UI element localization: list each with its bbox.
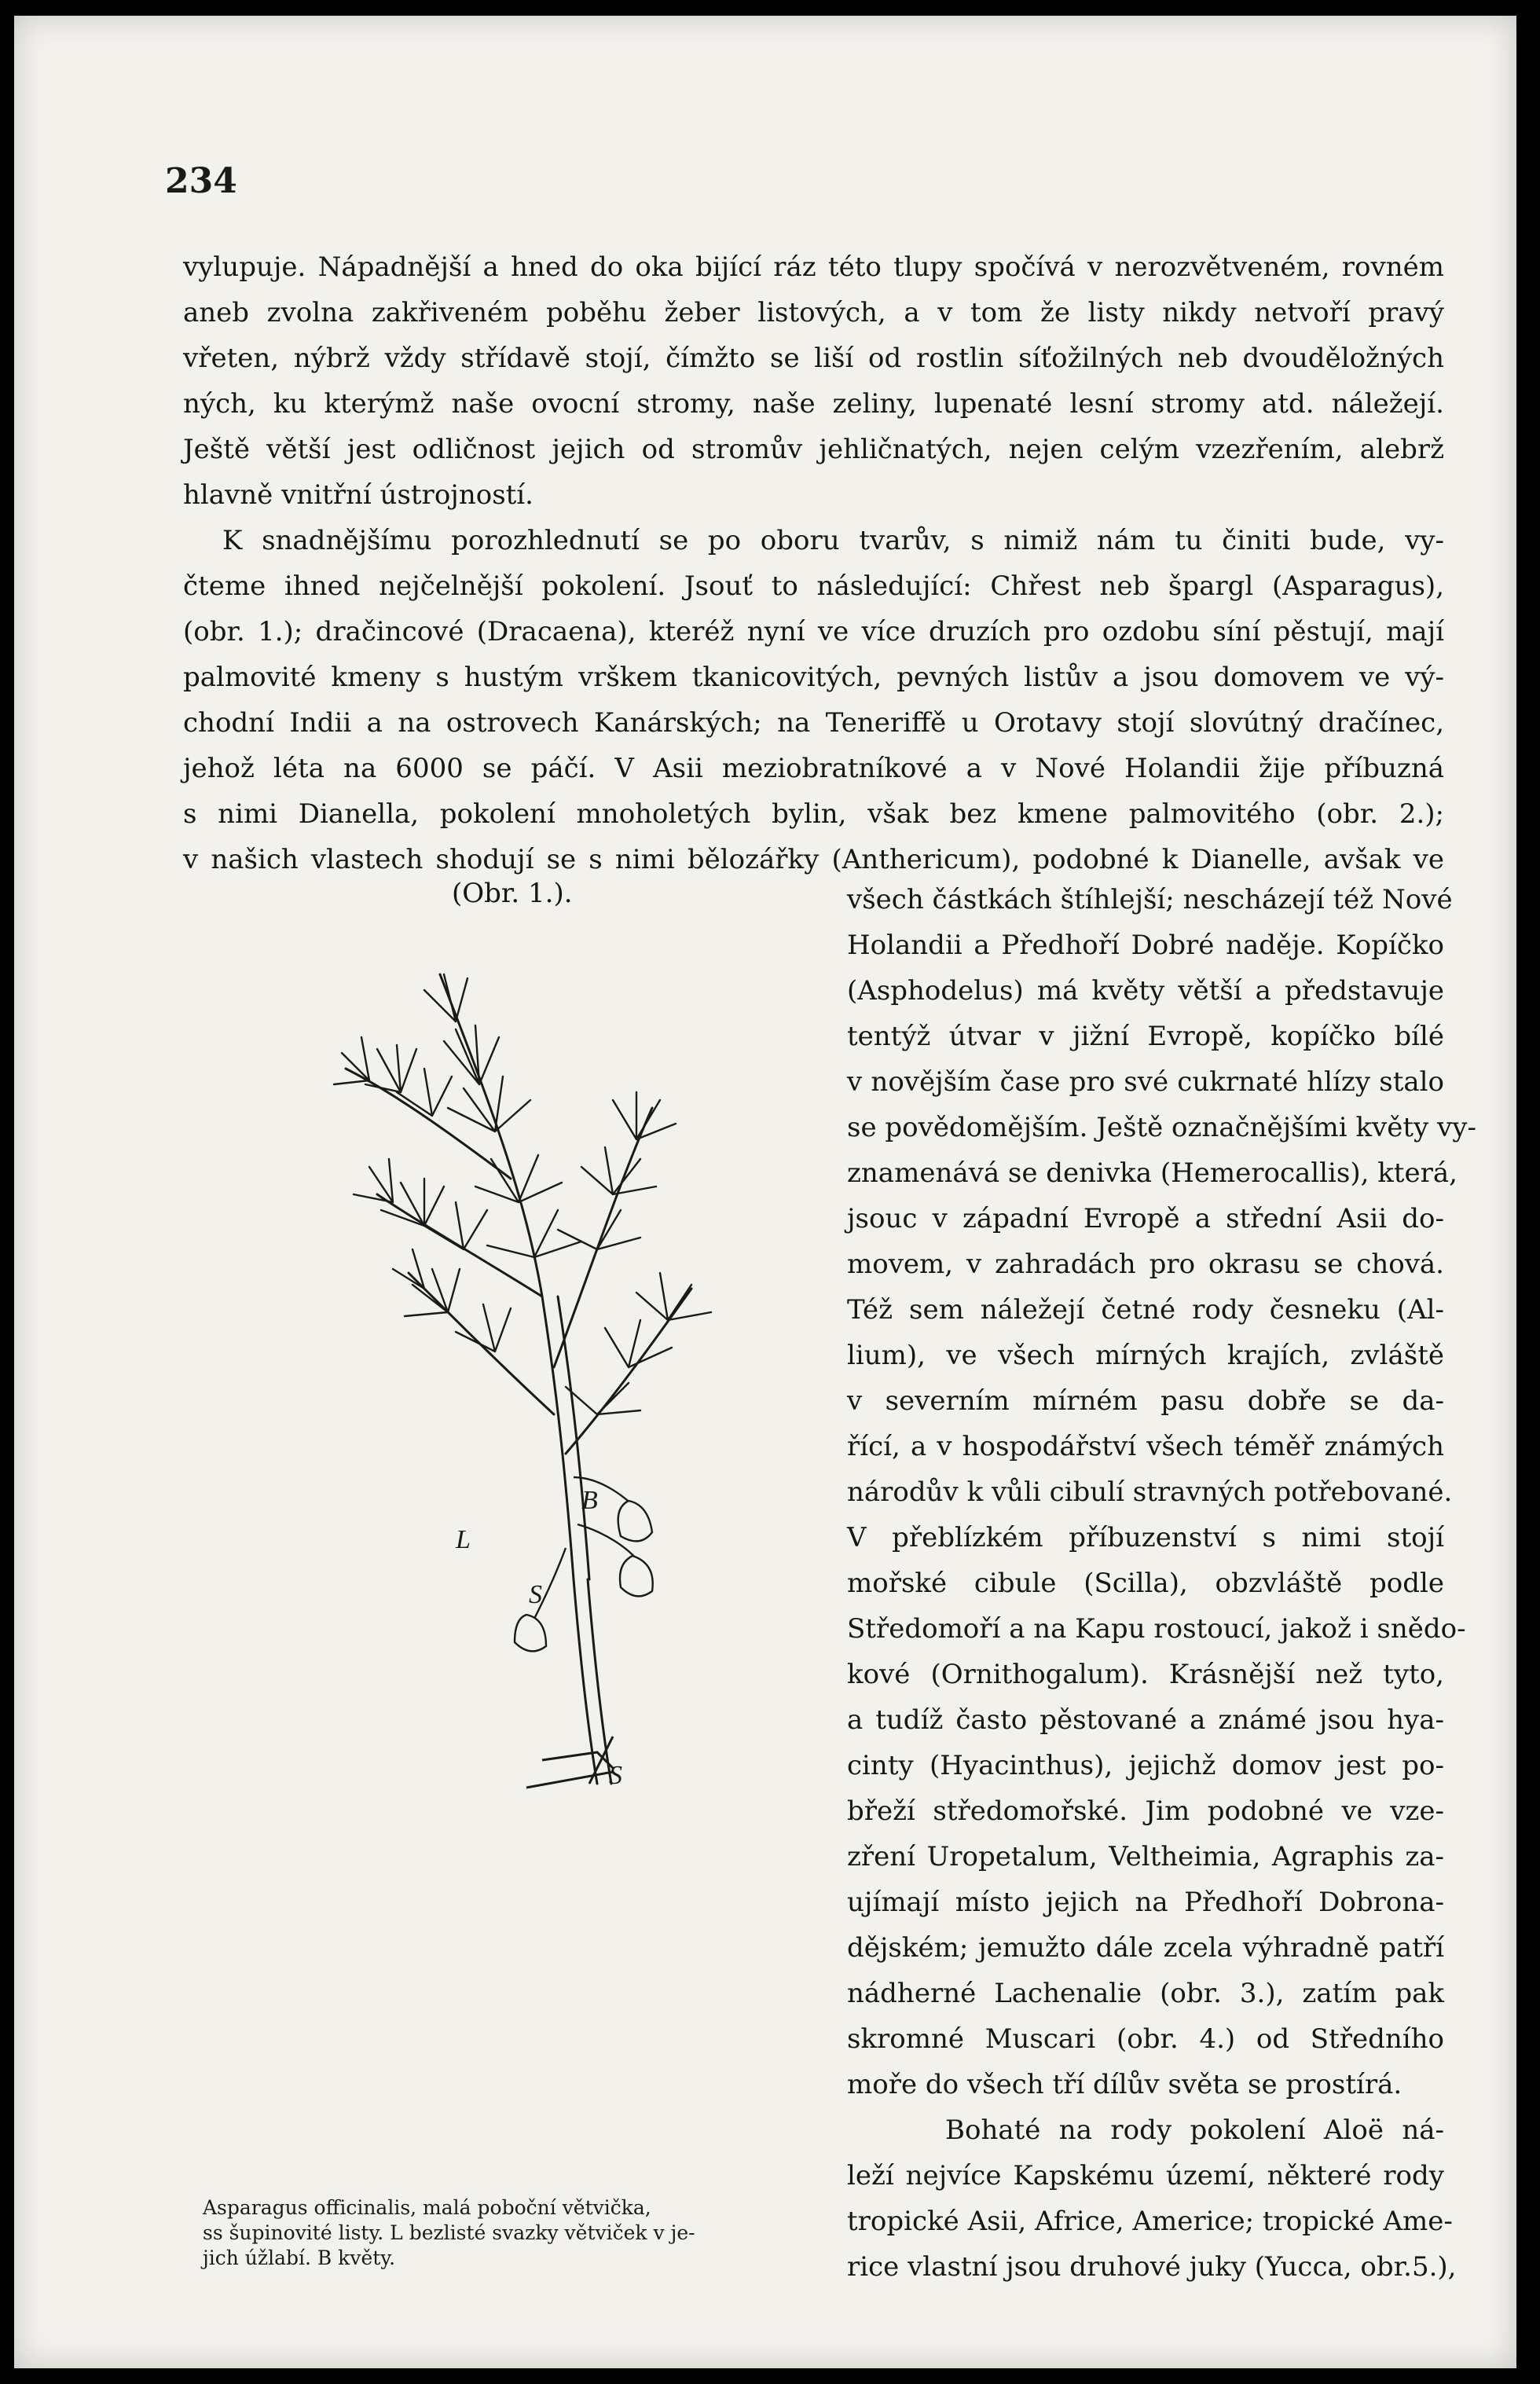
text-line: skromné Muscari (obr. 4.) od Středního <box>847 2023 1444 2055</box>
caption-line: Asparagus officinalis, malá poboční větvička, <box>203 2196 651 2219</box>
text-line: mořské cibule (Scilla), obzvláště podle <box>847 1568 1444 1599</box>
text-line: ujímají místo jejich na Předhoří Dobrona- <box>847 1887 1444 1918</box>
text-line: s nimi Dianella, pokolení mnoholetých bylin, však bez kmene palmovitého (obr. 2.); <box>183 798 1444 830</box>
text-line: v novějším čase pro své cukrnaté hlízy stalo <box>847 1066 1444 1098</box>
text-line: cinty (Hyacinthus), jejichž domov jest po- <box>847 1750 1444 1781</box>
asparagus-illustration <box>244 927 778 1839</box>
figure-label: (Obr. 1.). <box>452 878 573 909</box>
text-line: vřeten, nýbrž vždy střídavě stojí, čímžto se liší od rostlin síťožilných neb dvouděložných <box>183 343 1444 374</box>
text-line: moře do všech tří dílův světa se prostírá. <box>847 2069 1402 2100</box>
text-line: (Asphodelus) má květy větší a představuje <box>847 975 1444 1007</box>
text-line: tentýž útvar v jižní Evropě, kopíčko bílé <box>847 1021 1444 1052</box>
text-line: břeží středomořské. Jim podobné ve vze- <box>847 1795 1444 1827</box>
text-line: Středomoří a na Kapu rostoucí, jakož i snědo- <box>847 1613 1466 1645</box>
text-line: (obr. 1.); dračincové (Dracaena), kteréž nyní ve více druzích pro ozdobu síní pěstují, mají <box>183 616 1444 647</box>
text-line: všech částkách štíhlejší; nescházejí též Nové <box>847 884 1453 915</box>
text-line: národův k vůli cibulí stravných potřebované. <box>847 1476 1453 1508</box>
label-B: B <box>581 1486 598 1515</box>
text-line: leží nejvíce Kapskému území, některé rody <box>847 2160 1444 2191</box>
text-line: Holandii a Předhoří Dobré naděje. Kopíčko <box>847 930 1444 961</box>
text-line: se povědomějším. Ještě označnějšími květy vy- <box>847 1112 1476 1143</box>
text-line: v severním mírném pasu dobře se da- <box>847 1385 1444 1417</box>
text-line: znamenává se denivka (Hemerocallis), která, <box>847 1157 1458 1189</box>
text-line: řící, a v hospodářství všech téměř známých <box>847 1431 1444 1462</box>
text-line: v našich vlastech shodují se s nimi bělozářky (Anthericum), podobné k Dianelle, avšak ve <box>183 844 1444 875</box>
text-line: lium), ve všech mírných krajích, zvláště <box>847 1340 1444 1371</box>
text-line: jsouc v západní Evropě a střední Asii do- <box>847 1203 1444 1234</box>
text-line: Ještě větší jest odličnost jejich od stromův jehličnatých, nejen celým vzezřením, alebrž <box>183 434 1444 465</box>
text-line: dějském; jemužto dále zcela výhradně patří <box>847 1932 1444 1964</box>
text-line: nádherné Lachenalie (obr. 3.), zatím pak <box>847 1978 1444 2009</box>
caption-line: jich úžlabí. B květy. <box>203 2246 396 2269</box>
text-line: palmovité kmeny s hustým vrškem tkanicovitých, pevných listův a jsou domovem ve vý- <box>183 662 1444 693</box>
text-line: čteme ihned nejčelnější pokolení. Jsouť to následující: Chřest neb špargl (Asparagus), <box>183 570 1444 602</box>
text-line: kové (Ornithogalum). Krásnější než tyto, <box>847 1659 1444 1690</box>
text-line: a tudíž často pěstované a známé jsou hya- <box>847 1704 1444 1736</box>
text-line: tropické Asii, Africe, Americe; tropické Ame- <box>847 2206 1453 2237</box>
text-line: vylupuje. Nápadnější a hned do oka bijící ráz této tlupy spočívá v nerozvětveném, rovném <box>183 251 1444 283</box>
text-line: movem, v zahradách pro okrasu se chová. <box>847 1249 1444 1280</box>
text-line: rice vlastní jsou druhové juky (Yucca, obr.5.), <box>847 2251 1457 2283</box>
text-line: aneb zvolna zakřiveném poběhu žeber listových, a v tom že listy nikdy netvoří pravý <box>183 297 1444 328</box>
text-line: Bohaté na rody pokolení Aloë ná- <box>945 2114 1444 2146</box>
text-line: jehož léta na 6000 se páčí. V Asii meziobratníkové a v Nové Holandii žije příbuzná <box>183 753 1444 784</box>
label-S2: S <box>609 1761 622 1790</box>
text-line: V přeblízkém příbuzenství s nimi stojí <box>847 1522 1444 1553</box>
caption-line: ss šupinovité listy. L bezlisté svazky větviček v je- <box>203 2221 695 2244</box>
page-number: 234 <box>165 161 237 201</box>
text-line: zření Uropetalum, Veltheimia, Agraphis za- <box>847 1841 1444 1872</box>
text-line: ných, ku kterýmž naše ovocní stromy, naše zeliny, lupenaté lesní stromy atd. náležejí. <box>183 388 1444 420</box>
text-line: hlavně vnitřní ústrojností. <box>183 479 534 511</box>
text-line: K snadnějšímu porozhlednutí se po oboru tvarův, s nimiž nám tu činiti bude, vy- <box>222 525 1444 556</box>
label-L: L <box>456 1525 471 1554</box>
label-S1: S <box>529 1580 542 1609</box>
text-line: chodní Indii a na ostrovech Kanárských; na Teneriffě u Orotavy stojí slovútný dračínec, <box>183 707 1444 739</box>
text-line: Též sem náležejí četné rody česneku (Al- <box>847 1294 1444 1326</box>
